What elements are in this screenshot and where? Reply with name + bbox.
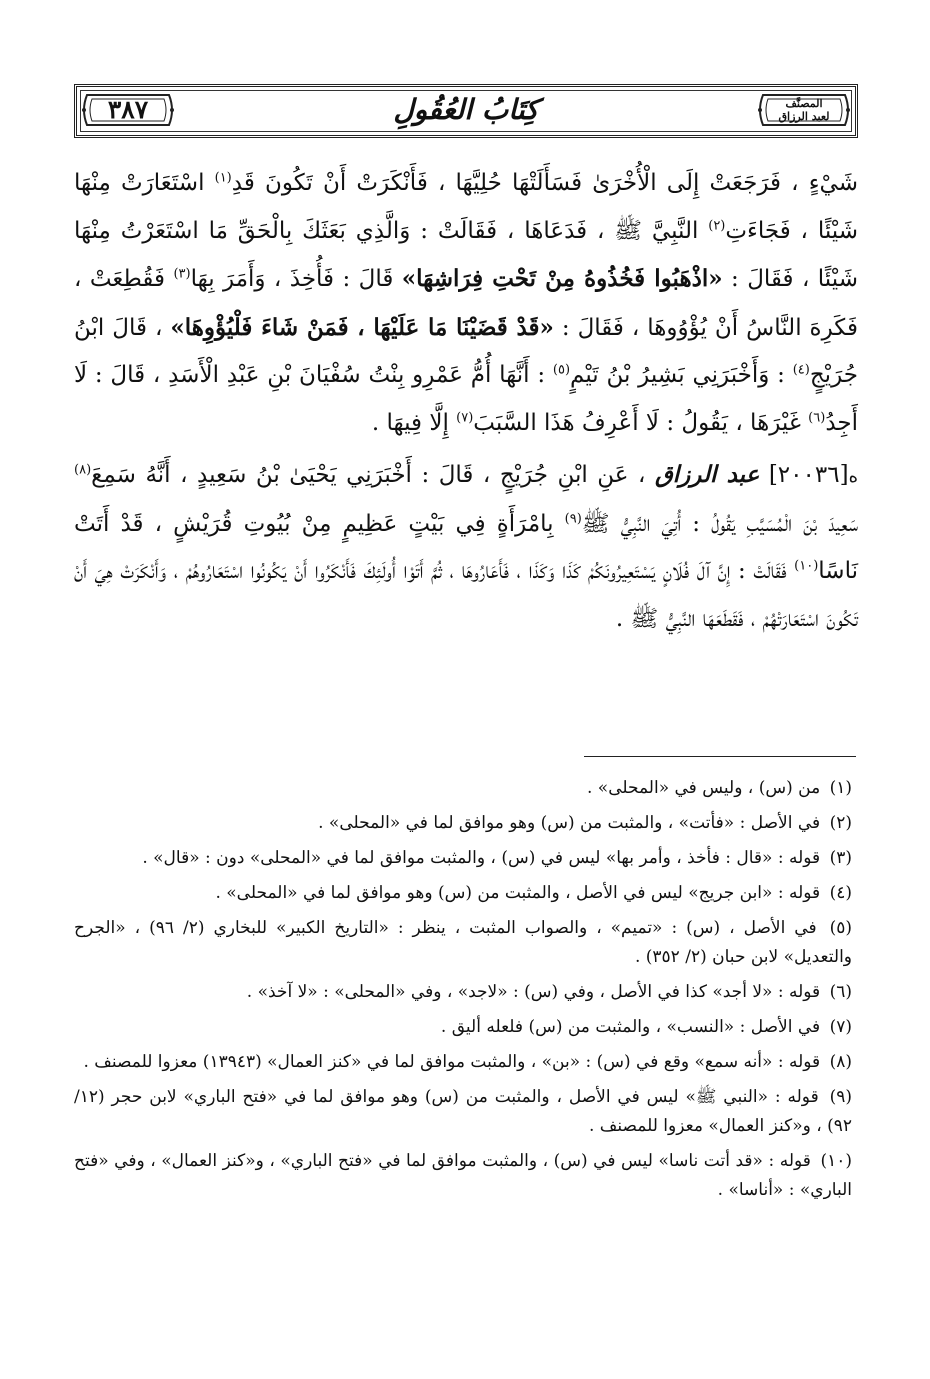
footnote-ref[interactable]: (٥) — [552, 362, 571, 378]
footnote-number: (٤) — [829, 883, 852, 903]
text-run: : أَنَّهَا أُمُّ عَمْرِو بِنْتُ سُفْيَانَ بْنِ عَبْدِ الْأَسَدِ ، قَالَ : لَا أَجِدُ — [74, 362, 858, 436]
text-run: غَيْرَهَا ، يَقُولُ : لَا أَعْرِفُ هَذَا السَّبَبَ — [473, 409, 809, 436]
footnote-8 — [74, 1048, 858, 1077]
footnote-2 — [74, 809, 858, 838]
footnote-6 — [74, 978, 858, 1007]
page-header — [74, 84, 858, 138]
footnote-text: من (س) ، وليس في «المحلى» . — [587, 778, 821, 798]
text-run: : وَأَخْبَرَنِي بَشِيرُ بْنُ تَيْمٍ — [570, 362, 793, 388]
footnote-text: قوله : «لا أجد» كذا في الأصل ، وفي (س) : «لاجد» ، وفي «المحلى» : «لا آخذ» . — [246, 982, 821, 1002]
footnote-text: قوله : «قد أتت ناسا» ليس في (س) ، والمثبت موافق لما في «فتح الباري» ، و«كنز العمال» ، وفي «فتح الباري» : «أناسا» . — [74, 1151, 852, 1200]
circle-mark: ه — [848, 466, 858, 487]
footnote-ref[interactable]: (١٠) — [794, 558, 819, 574]
footnote-ref[interactable]: (٨) — [74, 462, 92, 478]
footnote-10 — [74, 1147, 858, 1205]
footnote-separator — [584, 756, 856, 757]
text-run: ، عَنِ ابْنِ جُرَيْجٍ ، قَالَ : أَخْبَرَنِي يَحْيَىٰ بْنُ سَعِيدٍ ، أَنَّهُ سَمِعَ — [91, 462, 655, 488]
page-number-ornament — [79, 91, 177, 129]
text-run: اسْتَعَارَتْ مِنْهَا شَيْئًا ، فَجَاءَتِ — [74, 170, 858, 244]
footnote-number: (٣) — [829, 848, 852, 868]
footnotes — [74, 774, 858, 1211]
prophetic-quote: «اذْهَبُوا فَخُذُوهُ مِنْ تَحْتِ فِرَاشِهَا» — [401, 265, 723, 292]
footnote-number: (٨) — [829, 1052, 852, 1072]
prophetic-quote: «قَدْ قَضَيْنَا مَا عَلَيْهَا ، فَمَنْ شَاءَ فَلْيُؤْوِهَا» — [170, 313, 554, 341]
footnote-5 — [74, 914, 858, 972]
footnote-number: (١) — [829, 778, 852, 798]
paragraph-2 — [74, 451, 858, 643]
page-number: ٣٨٧ — [107, 95, 149, 124]
footnote-text: قوله : «النبي ﷺ» ليس في الأصل ، والمثبت من (س) وهو موافق لما في «فتح الباري» لابن حجر (١٢/ ٩٢) ، و«كنز العمال» معزوا للمصنف . — [74, 1087, 852, 1136]
text-run: فَقُطِعَتْ ، فَكَرِهَ النَّاسُ أَنْ يُؤْوُوهَا ، فَقَالَ : — [74, 266, 858, 341]
narrator-name: عبد الرزاق — [654, 461, 760, 488]
footnote-text: في الأصل : «فأتت» ، والمثبت من (س) وهو موافق لما في «المحلى» . — [318, 813, 821, 833]
footnote-9 — [74, 1083, 858, 1141]
text-run: فَقَالَتْ : إِنَّ آلَ فُلَانٍ يَسْتَعِيرُونَكُمْ كَذَا وَكَذَا ، فَأَعَارُوهَا ، ثُمَّ أَتَوْا أُولَئِكَ فَأَنْكَرُوا أَنْ يَكُونُوا اسْتَعَارُوهُمْ ، وَأَنْكَرَتْ هِيَ أَنْ تَكُونَ اسْتَعَارَتْهُمْ ، فَقَطَعَهَا النَّبِيُّ ﷺ . — [74, 558, 858, 632]
footnote-number: (٥) — [829, 918, 853, 938]
book-title: كِتَابُ العُقُولِ — [393, 93, 539, 126]
footnote-number: (٢) — [829, 813, 852, 833]
footnote-ref[interactable]: (٣) — [173, 266, 191, 282]
footnote-text: قوله : «ابن جريج» ليس في الأصل ، والمثبت من (س) وهو موافق لما في «المحلى» . — [215, 883, 821, 903]
text-run: ، قَالَ ابْنُ جُرَيْجٍ — [74, 314, 858, 388]
footnote-ref[interactable]: (٤) — [792, 362, 810, 378]
logo-line-1: المصنَّف — [785, 97, 823, 110]
logo-line-2: لعبد الرزاق — [778, 110, 830, 123]
footnote-ref[interactable]: (٩) — [564, 510, 582, 526]
footnote-1 — [74, 774, 858, 803]
footnote-text: في الأصل : «النسب» ، والمثبت من (س) فلعله أليق . — [440, 1017, 821, 1037]
footnote-ref[interactable]: (٦) — [808, 409, 826, 425]
footnote-text: في الأصل ، (س) : «تميم» ، والصواب المثبت ، ينظر : «التاريخ الكبير» للبخاري (٢/ ٩٦) ، «الجرح والتعديل» لابن حبان (٢/ ٣٥٢) . — [74, 918, 852, 967]
footnote-number: (٦) — [829, 982, 852, 1002]
footnote-number: (٩) — [829, 1087, 853, 1107]
footnote-ref[interactable]: (٧) — [456, 409, 474, 425]
footnote-7 — [74, 1013, 858, 1042]
paragraph-1 — [74, 160, 858, 447]
footnote-number: (١٠) — [820, 1151, 852, 1171]
footnote-4 — [74, 879, 858, 908]
logo-text — [755, 91, 853, 129]
hadith-number: [٢٠٠٣٦] — [768, 462, 849, 488]
footnote-ref[interactable]: (١) — [214, 170, 232, 186]
text-run: سَعِيدَ بْنَ الْمُسَيَّبِ يَقُولُ : أُتِيَ النَّبِيُّ ﷺ — [581, 510, 858, 537]
footnote-number: (٧) — [829, 1017, 852, 1037]
footnote-text: قوله : «أنه سمع» وقع في (س) : «بن» ، والمثبت موافق لما في «كنز العمال» (١٣٩٤٣) معزوا للمصنف . — [83, 1052, 821, 1072]
publisher-logo — [755, 91, 853, 129]
text-run: بِامْرَأَةٍ فِي بَيْتٍ عَظِيمٍ مِنْ بُيُوتِ قُرَيْشٍ ، قَدْ أَتَتْ نَاسًا — [74, 510, 858, 584]
footnote-ref[interactable]: (٢) — [708, 217, 726, 233]
main-text — [74, 160, 858, 643]
text-run: قَالَ : فَأُخِذَ ، وَأَمَرَ بِهَا — [190, 266, 402, 292]
text-run: النَّبِيَّ ﷺ ، فَدَعَاهَا ، فَقَالَتْ : وَالَّذِي بَعَثَكَ بِالْحَقِّ مَا اسْتَعَرْتُ مِنْهَا شَيْئًا ، فَقَالَ : — [74, 217, 858, 292]
text-run: إِلَّا فِيهَا . — [371, 409, 457, 436]
footnote-text: قوله : «قال : فأخذ ، وأمر بها» ليس في (س) ، والمثبت موافق لما في «المحلى» دون : «قال» . — [142, 848, 821, 868]
footnote-3 — [74, 844, 858, 873]
text-run: شَيْءٍ ، فَرَجَعَتْ إِلَى الْأُخْرَىٰ فَسَأَلَتْهَا حُلِيَّهَا ، فَأَنْكَرَتْ أَنْ تَكُونَ قَدِ — [231, 170, 858, 196]
